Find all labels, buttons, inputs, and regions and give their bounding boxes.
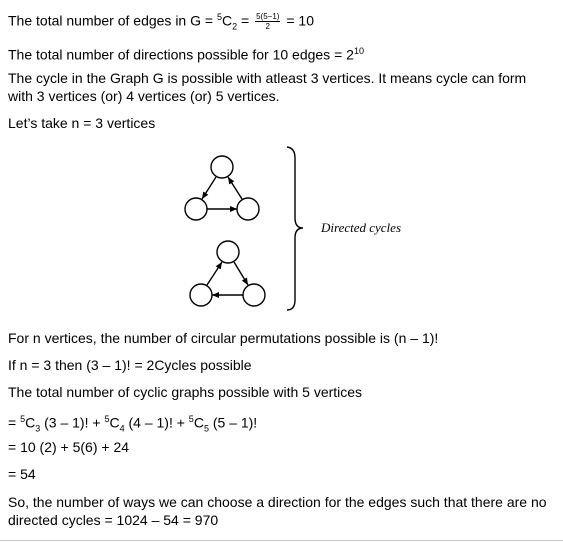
take-n-line: Let’s take n = 3 vertices (8, 115, 156, 131)
right-brace (287, 147, 303, 310)
graph1-edge-right-top (228, 177, 242, 199)
cycle-statement-line-2: with 3 vertices (or) 4 vertices (or) 5 vertices. (8, 88, 280, 104)
result-54-line: = 54 (8, 466, 36, 482)
n3-cycles-line: If n = 3 then (3 – 1)! = 2Cycles possible (8, 357, 252, 373)
conclusion-line-2: directed cycles = 1024 – 54 = 970 (8, 512, 219, 528)
fraction: $\frac{5(5-1)}{2}$ (256, 12, 280, 32)
evaluation-line: = 10 (2) + 5(6) + 24 (8, 439, 130, 455)
figure-label: Directed cycles (321, 220, 401, 235)
graph1-top-vertex (211, 156, 233, 178)
conclusion-line-1: So, the number of ways we can choose a direction for the edges such that there are no (8, 494, 547, 510)
graph2-top-vertex (217, 241, 239, 263)
combination-sum-line: = $^5C_3$ (3 – 1)! + $^5C_4$ (4 – 1)! + $^5C_5$ (5 – 1)! (8, 414, 258, 434)
graph2-right-vertex (243, 284, 265, 306)
circular-permutations-line: For n vertices, the number of circular permutations possible is (n – 1)! (8, 330, 439, 346)
graph2-edge-left-top (207, 262, 222, 285)
directions-line: The total number of directions possible for 10 edges = $2^{10}$ (8, 46, 364, 63)
cyclic-graphs-line: The total number of cyclic graphs possible with 5 vertices (8, 384, 363, 400)
cycle-statement-line-1: The cycle in the Graph G is possible with atleast 3 vertices. It means cycle can form (8, 70, 527, 86)
bottom-divider (0, 540, 563, 541)
graph1-right-vertex (237, 198, 259, 220)
graph2-edge-top-right (234, 262, 248, 285)
graph1-edge-top-left (202, 177, 216, 199)
edges-count-line: The total number of edges in $G = ^5C_2$ = $\frac{5(5-1)}{2}$ = 10 (8, 12, 314, 32)
graph2-left-vertex (190, 284, 212, 306)
graph1-left-vertex (185, 198, 207, 220)
